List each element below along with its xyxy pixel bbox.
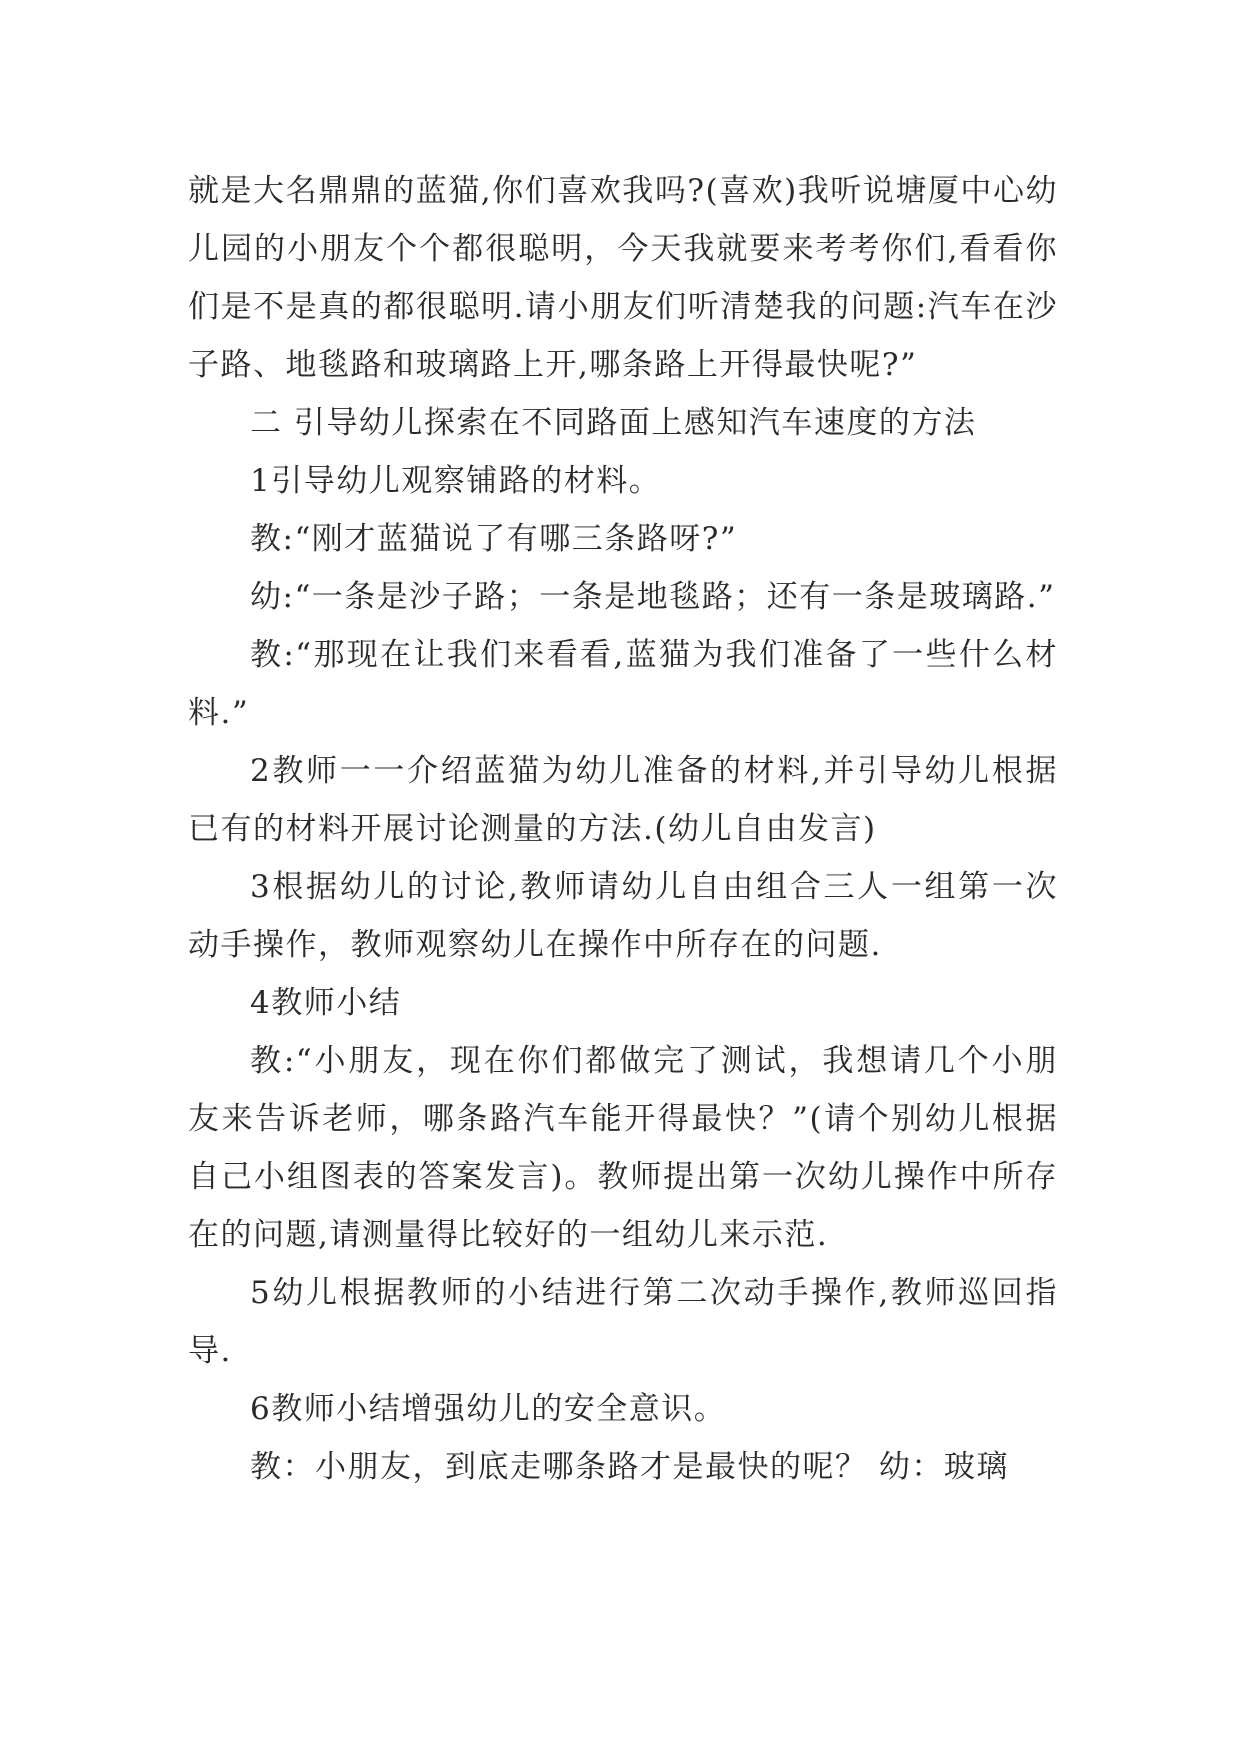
paragraph-10: 教:“小朋友，现在你们都做完了测试，我想请几个小朋友来告诉老师，哪条路汽车能开得最快？”(请个别幼儿根据自己小组图表的答案发言)。教师提出第一次幼儿操作中所存在的问题,请测量得比较好的一组幼儿来示范. bbox=[188, 1043, 1058, 1253]
paragraph-13: 教：小朋友，到底走哪条路才是最快的呢？ 幼：玻璃 bbox=[250, 1449, 1009, 1485]
paragraph-12: 6教师小结增强幼儿的安全意识。 bbox=[250, 1391, 727, 1427]
paragraph-7: 2教师一一介绍蓝猫为幼儿准备的材料,并引导幼儿根据已有的材料开展讨论测量的方法.(幼儿自由发言) bbox=[188, 753, 1058, 847]
paragraph-4: 教:“刚才蓝猫说了有哪三条路呀?” bbox=[250, 521, 738, 557]
paragraph-8: 3根据幼儿的讨论,教师请幼儿自由组合三人一组第一次动手操作，教师观察幼儿在操作中所存在的问题. bbox=[188, 869, 1058, 963]
paragraph-11: 5幼儿根据教师的小结进行第二次动手操作,教师巡回指导. bbox=[188, 1275, 1058, 1369]
paragraph-6: 教:“那现在让我们来看看,蓝猫为我们准备了一些什么材料.” bbox=[188, 637, 1058, 731]
paragraph-5: 幼:“一条是沙子路；一条是地毯路；还有一条是玻璃路.” bbox=[250, 579, 1056, 615]
paragraph-9: 4教师小结 bbox=[250, 985, 402, 1021]
paragraph-1: 就是大名鼎鼎的蓝猫,你们喜欢我吗?(喜欢)我听说塘厦中心幼儿园的小朋友个个都很聪明，今天我就要来考考你们,看看你们是不是真的都很聪明.请小朋友们听清楚我的问题:汽车在沙子路、地毯路和玻璃路上开,哪条路上开得最快呢?” bbox=[188, 173, 1058, 383]
document-body bbox=[188, 162, 1058, 1496]
paragraph-2: 二 引导幼儿探索在不同路面上感知汽车速度的方法 bbox=[250, 405, 977, 441]
paragraph-3: 1引导幼儿观察铺路的材料。 bbox=[250, 463, 662, 499]
